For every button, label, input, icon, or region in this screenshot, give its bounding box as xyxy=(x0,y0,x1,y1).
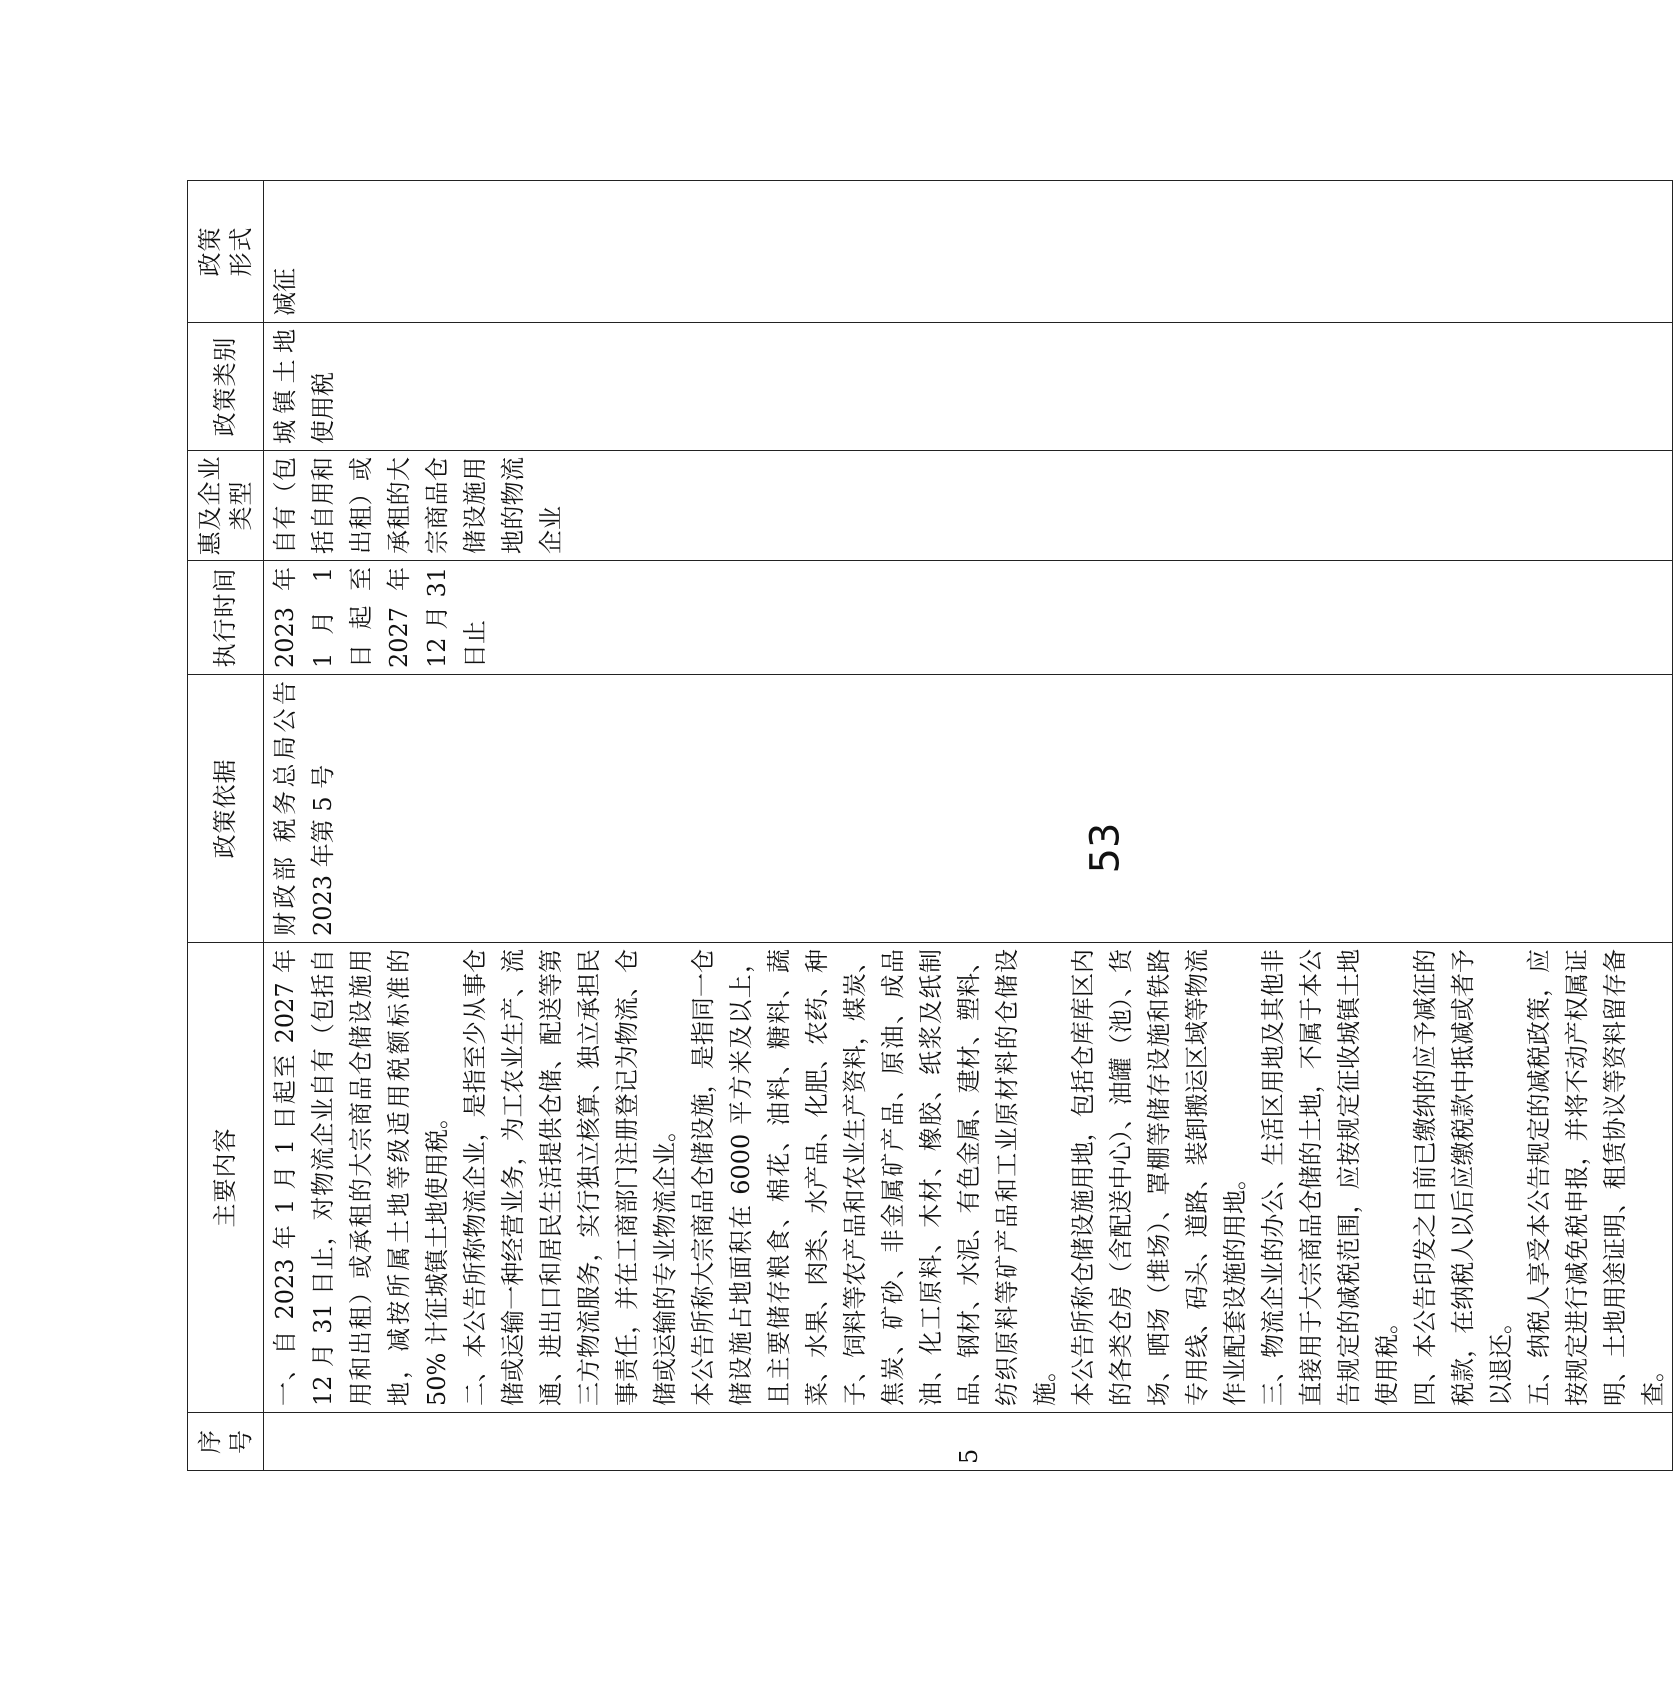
content-paragraph-4: 本公告所称仓储设施用地，包括仓库库区内的各类仓房（含配送中心）、油罐（池）、货场、晒场（堆场）、罩棚等储存设施和铁路专用线、码头、道路、装卸搬运区域等物流作业配套设施的用地。 xyxy=(1069,949,1249,1406)
cell-enterprise: 自有（包括自用和出租）或承租的大宗商品仓储设施用地的物流企业 xyxy=(264,451,1673,561)
content-paragraph-2: 二、本公告所称物流企业，是指至少从事仓储或运输一种经营业务，为工农业生产、流通、进出口和居民生活提供仓储、配送等第三方物流服务，实行独立核算、独立承担民事责任，并在工商部门注册登记为物流、仓储或运输的专业物流企业。 xyxy=(461,949,679,1406)
cell-category: 城镇土地使用税 xyxy=(264,323,1673,451)
cell-seq: 5 xyxy=(264,1413,1673,1471)
policy-table xyxy=(187,180,1673,1471)
header-form: 政策 形式 xyxy=(188,181,264,323)
content-paragraph-5: 三、物流企业的办公、生活区用地及其他非直接用于大宗商品仓储的土地，不属于本公告规定的减税范围，应按规定征收城镇土地使用税。 xyxy=(1259,949,1401,1406)
header-row xyxy=(188,181,264,1471)
content-paragraph-1: 一、自 2023 年 1 月 1 日起至 2027 年 12 月 31 日止，对物流企业自有（包括自用和出租）或承租的大宗商品仓储设施用地，减按所属土地等级适用税额标准的 50% 计征城镇土地使用税。 xyxy=(271,949,451,1406)
cell-content xyxy=(264,943,1673,1413)
page-number: 53 xyxy=(1082,822,1129,874)
header-seq: 序 号 xyxy=(188,1413,264,1471)
cell-basis: 财政部 税务总局公告 2023 年第 5 号 xyxy=(264,675,1673,943)
cell-form: 减征 xyxy=(264,181,1673,323)
table-row xyxy=(264,181,1673,1471)
content-paragraph-7: 五、纳税人享受本公告规定的减税政策，应按规定进行减免税申报，并将不动产权属证明、土地用途证明、租赁协议等资料留存备查。 xyxy=(1525,949,1667,1406)
header-enterprise: 惠及企业 类型 xyxy=(188,451,264,561)
cell-time: 2023 年 1 月 1 日起至 2027 年 12 月 31 日止 xyxy=(264,561,1673,675)
header-content: 主要内容 xyxy=(188,943,264,1413)
header-basis: 政策依据 xyxy=(188,675,264,943)
header-time: 执行时间 xyxy=(188,561,264,675)
content-paragraph-3: 本公告所称大宗商品仓储设施，是指同一仓储设施占地面积在 6000 平方米及以上，且主要储存粮食、棉花、油料、糖料、蔬菜、水果、肉类、水产品、化肥、农药、种子、饲料等农产品和农业生产资料，煤炭、焦炭、矿砂、非金属矿产品、原油、成品油、化工原料、木材、橡胶、纸浆及纸制品、钢材、水泥、有色金属、建材、塑料、纺织原料等矿产品和工业原材料的仓储设施。 xyxy=(689,949,1059,1406)
header-category: 政策类别 xyxy=(188,323,264,451)
content-paragraph-6: 四、本公告印发之日前已缴纳的应予减征的税款，在纳税人以后应缴税款中抵减或者予以退还。 xyxy=(1411,949,1515,1406)
